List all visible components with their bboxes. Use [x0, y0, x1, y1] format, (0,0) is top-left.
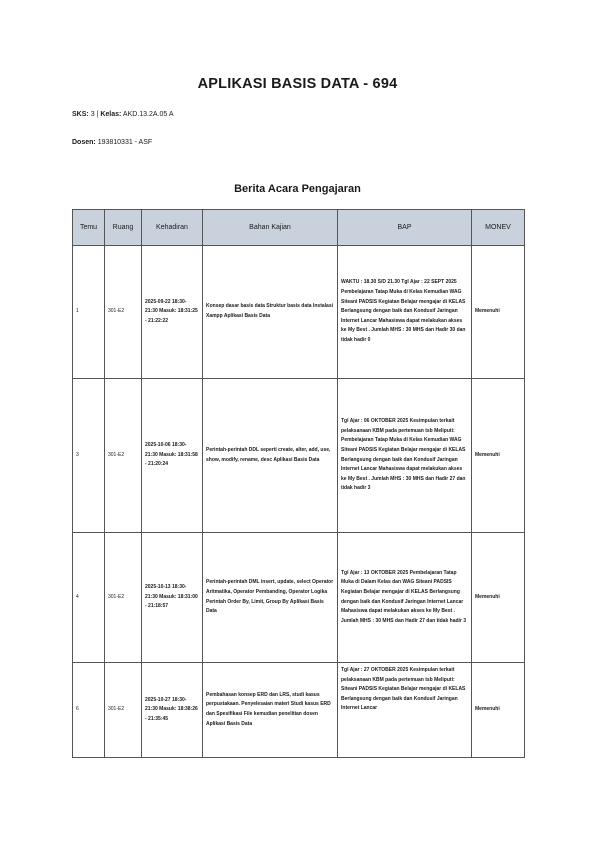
cell-ruang: 301-E2 [105, 246, 142, 379]
kelas-label: Kelas: [100, 111, 122, 118]
cell-monev: Memenuhi [472, 533, 525, 663]
course-info [72, 111, 174, 118]
cell-bahan-kajian: Konsep dasar basis data Struktur basis data Instalasi Xampp Aplikasi Basis Data [203, 246, 338, 379]
cell-monev: Memenuhi [472, 379, 525, 533]
section-title: Berita Acara Pengajaran [234, 183, 361, 195]
cell-bap: Tgl Ajar : 13 OKTOBER 2025 Pembelajaran Tatap Muka di Dalam Kelas dan WAG Siteani PADSIS Kegiatan Belajar mengajar di KELAS Berlangsung dengan baik dan Kondusif Jaringan Internet Lancar Mahasiswa dapat melakukan akses ke My Best . Jumlah MHS : 30 MHS dan Hadir 27 dan tidak hadir 3 [338, 533, 472, 663]
cell-bap: WAKTU : 18.30 S/D 21.30 Tgl Ajar : 22 SEPT 2025 Pembelajaran Tatap Muka di Kelas Kemudian WAG Siteani PADSIS Kegiatan Belajar mengajar di KELAS Berlangsung dengan baik dan Kondusif Jaringan Internet Lancar Mahasiswa dapat melakukan akses ke My Best . Jumlah MHS : 30 MHS dan Hadir 30 dan tidak hadir 0 [338, 246, 472, 379]
header-temu: Temu [73, 210, 105, 246]
table-row [73, 246, 525, 379]
cell-bahan-kajian: Perintah-perintah DML insert, update, select Operator Aritmatika, Operator Pembanding, Operator Logika Perintah Order By, Limit, Group By Aplikasi Basis Data [203, 533, 338, 663]
separator: | [96, 111, 99, 118]
dosen-value: 193810331 - ASF [97, 139, 153, 146]
cell-bahan-kajian: Perintah-perintah DDL seperti create, alter, add, use, show, modify, rename, desc Aplikasi Basis Data [203, 379, 338, 533]
table-row [73, 379, 525, 533]
cell-temu: 1 [73, 246, 105, 379]
cell-bap: Tgl Ajar : 06 OKTOBER 2025 Kesimpulan terkait pelaksanaan KBM pada pertemuan tsb Meliputi: Pembelajaran Tatap Muka di Kelas Kemudian WAG Siteani PADSIS Kegiatan Belajar mengajar di KELAS Berlangsung dengan baik dan Kondusif Jaringan Internet Lancar Mahasiswa dapat melakukan akses ke My Best . Jumlah MHS : 30 MHS dan Hadir 27 dan tidak hadir 3 [338, 379, 472, 533]
table-row [73, 663, 525, 758]
cell-kehadiran: 2025-09-22 18:30-21:30 Masuk: 18:31:25 - 21:22:22 [142, 246, 203, 379]
header-ruang: Ruang [105, 210, 142, 246]
page-title: APLIKASI BASIS DATA - 694 [197, 76, 398, 92]
table-header-row [73, 210, 525, 246]
teaching-report-table [72, 209, 525, 758]
cell-temu: 6 [73, 663, 105, 758]
cell-bahan-kajian: Pembahasan konsep ERD dan LRS, studi kasus perpustakaan. Penyelesaian materi Studi kasus ERD dan Spesifikasi File kemudian penelitian dosen Aplikasi Basis Data [203, 663, 338, 758]
cell-kehadiran: 2025-10-13 18:30-21:30 Masuk: 18:31:00 - 21:18:57 [142, 533, 203, 663]
lecturer-info [72, 139, 152, 146]
header-monev: MONEV [472, 210, 525, 246]
sks-label: SKS: [72, 111, 89, 118]
cell-bap [338, 663, 472, 758]
cell-bap-text: Tgl Ajar : 27 OKTOBER 2025 Kesimpulan terkait pelaksanaan KBM pada pertemuan tsb Meliputi: Siteani PADSIS Kegiatan Belajar mengajar di KELAS Berlangsung dengan baik dan Kondusif Jaringan Internet Lancar [341, 667, 466, 712]
cell-kehadiran: 2025-10-06 18:30-21:30 Masuk: 18:31:58 - 21:20:24 [142, 379, 203, 533]
kelas-value: AKD.13.2A.05 A [122, 111, 174, 118]
header-bahan-kajian: Bahan Kajian [203, 210, 338, 246]
cell-kehadiran: 2025-10-27 18:30-21:30 Masuk: 18:38:26 - 21:35:45 [142, 663, 203, 758]
cell-ruang: 301-E2 [105, 663, 142, 758]
cell-monev: Memenuhi [472, 663, 525, 758]
sks-value: 3 [90, 111, 95, 118]
table-row [73, 533, 525, 663]
cell-temu: 4 [73, 533, 105, 663]
cell-temu: 3 [73, 379, 105, 533]
header-kehadiran: Kehadiran [142, 210, 203, 246]
cell-monev: Memenuhi [472, 246, 525, 379]
dosen-label: Dosen: [72, 139, 96, 146]
cell-ruang: 301-E2 [105, 379, 142, 533]
cell-ruang: 301-E2 [105, 533, 142, 663]
header-bap: BAP [338, 210, 472, 246]
